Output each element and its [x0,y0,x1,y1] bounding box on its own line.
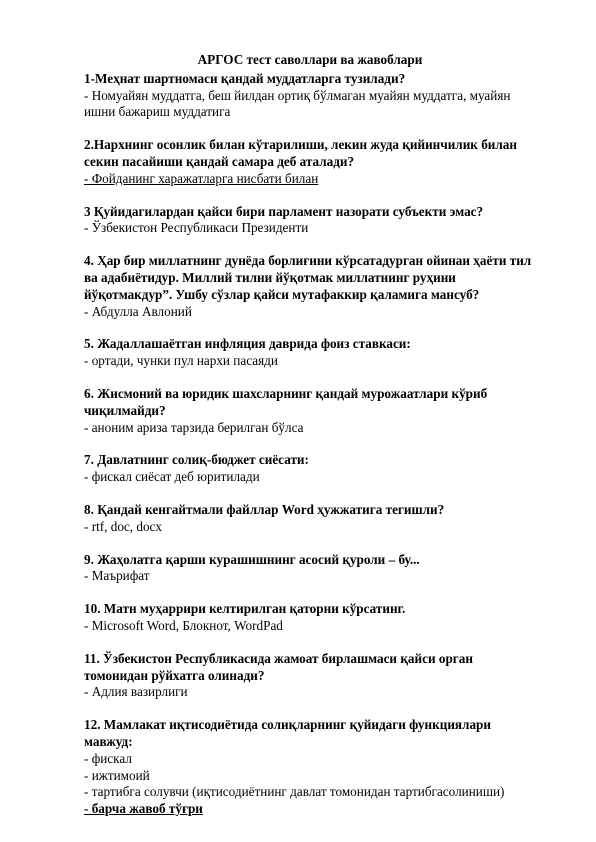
question-9 [84,552,536,586]
answer-text: - Маърифат [84,568,150,584]
answer-text: - Microsoft Word, Блокнот, WordPad [84,617,283,633]
answer-text: - фискал сиёсат деб юритилади [84,469,260,485]
question-text: 1-Меҳнат шартномаси қандай муддатларга тузилади? [84,70,406,86]
answer-text: - Номуайян муддатга, беш йилдан ортиқ бўлмаган муайян муддатга, муайян ишни бажариш муддатига [84,87,511,120]
answer-text: - аноним ариза тарзида берилган бўлса [84,419,304,435]
question-10 [84,601,536,635]
question-text: 4. Ҳар бир миллатнинг дунёда борлиғини кўрсатадурган ойинаи ҳаёти тил ва адабиётидур. Миллий тилни йўқотмак миллатнинг руҳини йўқотмакдур”. Ушбу сўзлар қайси мутафаккир қаламига мансуб? [84,253,532,302]
question-4 [84,253,536,320]
answer-text: - Фойданинг харажатларга нисбати билан [84,170,319,186]
question-text: 7. Давлатнинг солиқ-бюджет сиёсати: [84,452,309,468]
answer-text: - Абдулла Авлоний [84,303,192,319]
question-text: 2.Нархнинг осонлик билан кўтарилиши, лекин жуда қийинчилик билан секин пасайиши қандай самара деб аталади? [84,137,517,169]
question-text: 11. Ўзбекистон Республикасида жамоат бирлашмаси қайси орган томонидан рўйхатга олинади? [84,650,473,683]
question-8 [84,502,536,536]
question-text: 5. Жадаллашаётган инфляция даврида фоиз ставкаси: [84,336,411,352]
question-text: 3 Қуйидагилардан қайси бири парламент назорати субъекти эмас? [84,203,484,219]
question-text: 9. Жаҳолатга қарши курашишнинг асосий қуроли – бу... [84,551,420,567]
question-text: 6. Жисмоний ва юридик шахсларнинг қандай мурожаатлари кўриб чиқилмайди? [84,385,488,418]
question-1 [84,71,536,121]
question-7 [84,452,536,486]
question-text: 8. Қандай кенгайтмали файллар Word ҳужжатига тегишли? [84,501,445,517]
answer-text: - Ўзбекистон Республикаси Президенти [84,220,309,236]
question-12 [84,717,536,818]
question-text: 10. Матн муҳаррири келтирилган қаторни кўрсатинг. [84,601,406,617]
answer-text: - фискал [84,750,132,766]
answer-text: - rtf, doc, docx [84,518,162,534]
document-title: АРГОС тест саволлари ва жавоблари [197,52,423,67]
question-text: 12. Мамлакат иқтисодиётида солиқларнинг қуйидаги функциялари мавжуд: [84,717,491,749]
answer-text: - ижтимоий [84,767,150,783]
question-3 [84,204,536,238]
answer-text: - тартибга солувчи (иқтисодиётнинг давлат томонидан тартибгасолиниши) [84,784,505,800]
answer-text-correct: - барча жавоб тўғри [84,801,203,817]
answer-text: - ортади, чунки пул нархи пасаяди [84,353,278,369]
question-2 [84,137,536,187]
question-5 [84,336,536,370]
question-11 [84,651,536,701]
answer-text: - Адлия вазирлиги [84,684,188,700]
question-6 [84,386,536,436]
